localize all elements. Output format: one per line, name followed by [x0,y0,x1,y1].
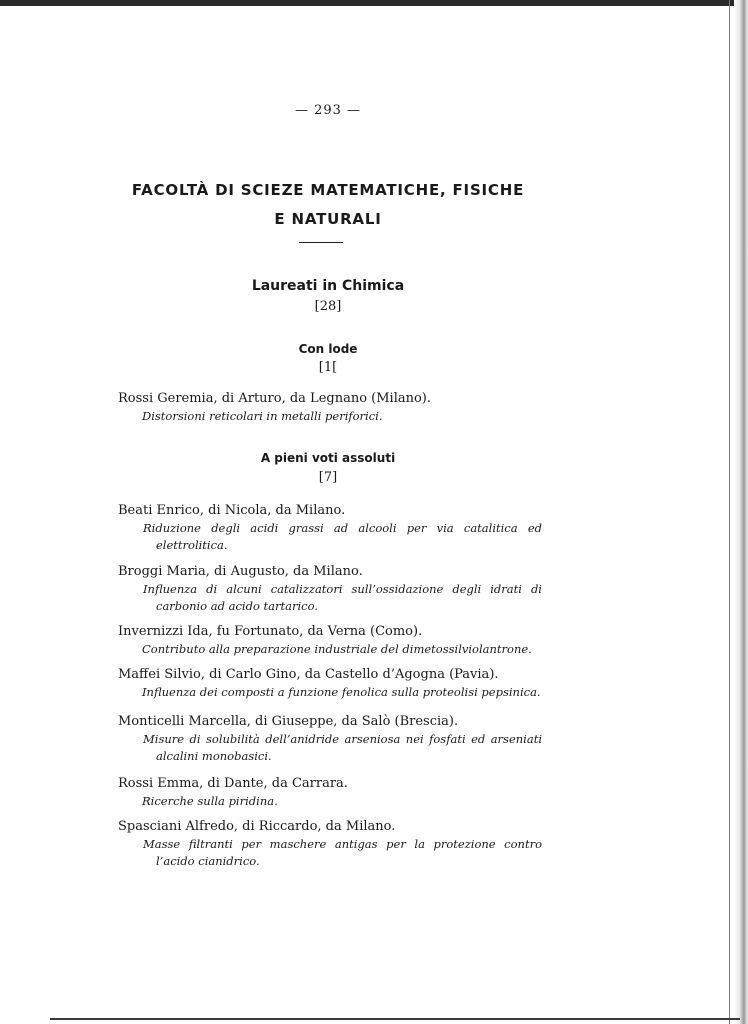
scan-bottom-edge [50,1018,740,1020]
thesis-title: Misure di solubilità dell’anidride arseniosa nei fosfati ed arseniati alcalini monobasici. [143,732,542,763]
thesis-title: Contributo alla preparazione industriale del dimetossilviolantrone. [142,642,532,656]
thesis-title: Distorsioni reticolari in metalli periforici. [142,409,383,423]
thesis-title: Influenza di alcuni catalizzatori sull’ossidazione degli idrati di carbonio ad acido tartarico. [143,582,542,613]
list-item [118,775,542,810]
list-item [118,563,542,615]
page-number: — 293 — [294,103,362,118]
list-item [118,713,542,765]
faculty-heading-line-2: E NATURALI [274,210,382,228]
graduate-name: Invernizzi Ida, fu Fortunato, da Verna (Como). [118,624,423,639]
full-marks-section-title: A pieni voti assoluti [260,451,396,465]
graduate-name: Rossi Geremia, di Arturo, da Legnano (Milano). [118,391,432,406]
graduate-name: Beati Enrico, di Nicola, da Milano. [118,503,346,518]
list-item [118,390,542,425]
graduate-name: Rossi Emma, di Dante, da Carrara. [118,776,348,791]
honors-section-count: [1[ [318,360,338,375]
degree-section-count: [28] [314,299,342,314]
scan-right-edge [734,0,748,1024]
thesis-title: Ricerche sulla piridina. [142,794,278,808]
faculty-heading [0,176,656,234]
graduate-name: Monticelli Marcella, di Giuseppe, da Salò (Brescia). [118,714,459,729]
graduate-name: Maffei Silvio, di Carlo Gino, da Castello d’Agogna (Pavia). [118,667,499,682]
list-item [118,502,542,554]
scan-binding-line [729,0,730,1024]
degree-section-title: Laureati in Chimica [251,278,405,294]
graduate-name: Broggi Maria, di Augusto, da Milano. [118,564,363,579]
scan-top-edge [0,0,748,6]
heading-divider [299,242,343,243]
faculty-heading-line-1: FACOLTÀ DI SCIEZE MATEMATICHE, FISICHE [131,181,525,199]
thesis-title: Masse filtranti per maschere antigas per la protezione contro l’acido cianidrico. [143,837,542,868]
full-marks-section-count: [7] [318,470,338,485]
thesis-title: Influenza dei composti a funzione fenolica sulla proteolisi pepsinica. [142,685,541,699]
graduate-name: Spasciani Alfredo, di Riccardo, da Milano. [118,819,396,834]
honors-section-title: Con lode [298,342,358,356]
thesis-title: Riduzione degli acidi grassi ad alcooli per via catalitica ed elettrolitica. [143,521,542,552]
list-item [118,623,542,658]
list-item [118,666,542,701]
list-item [118,818,542,870]
